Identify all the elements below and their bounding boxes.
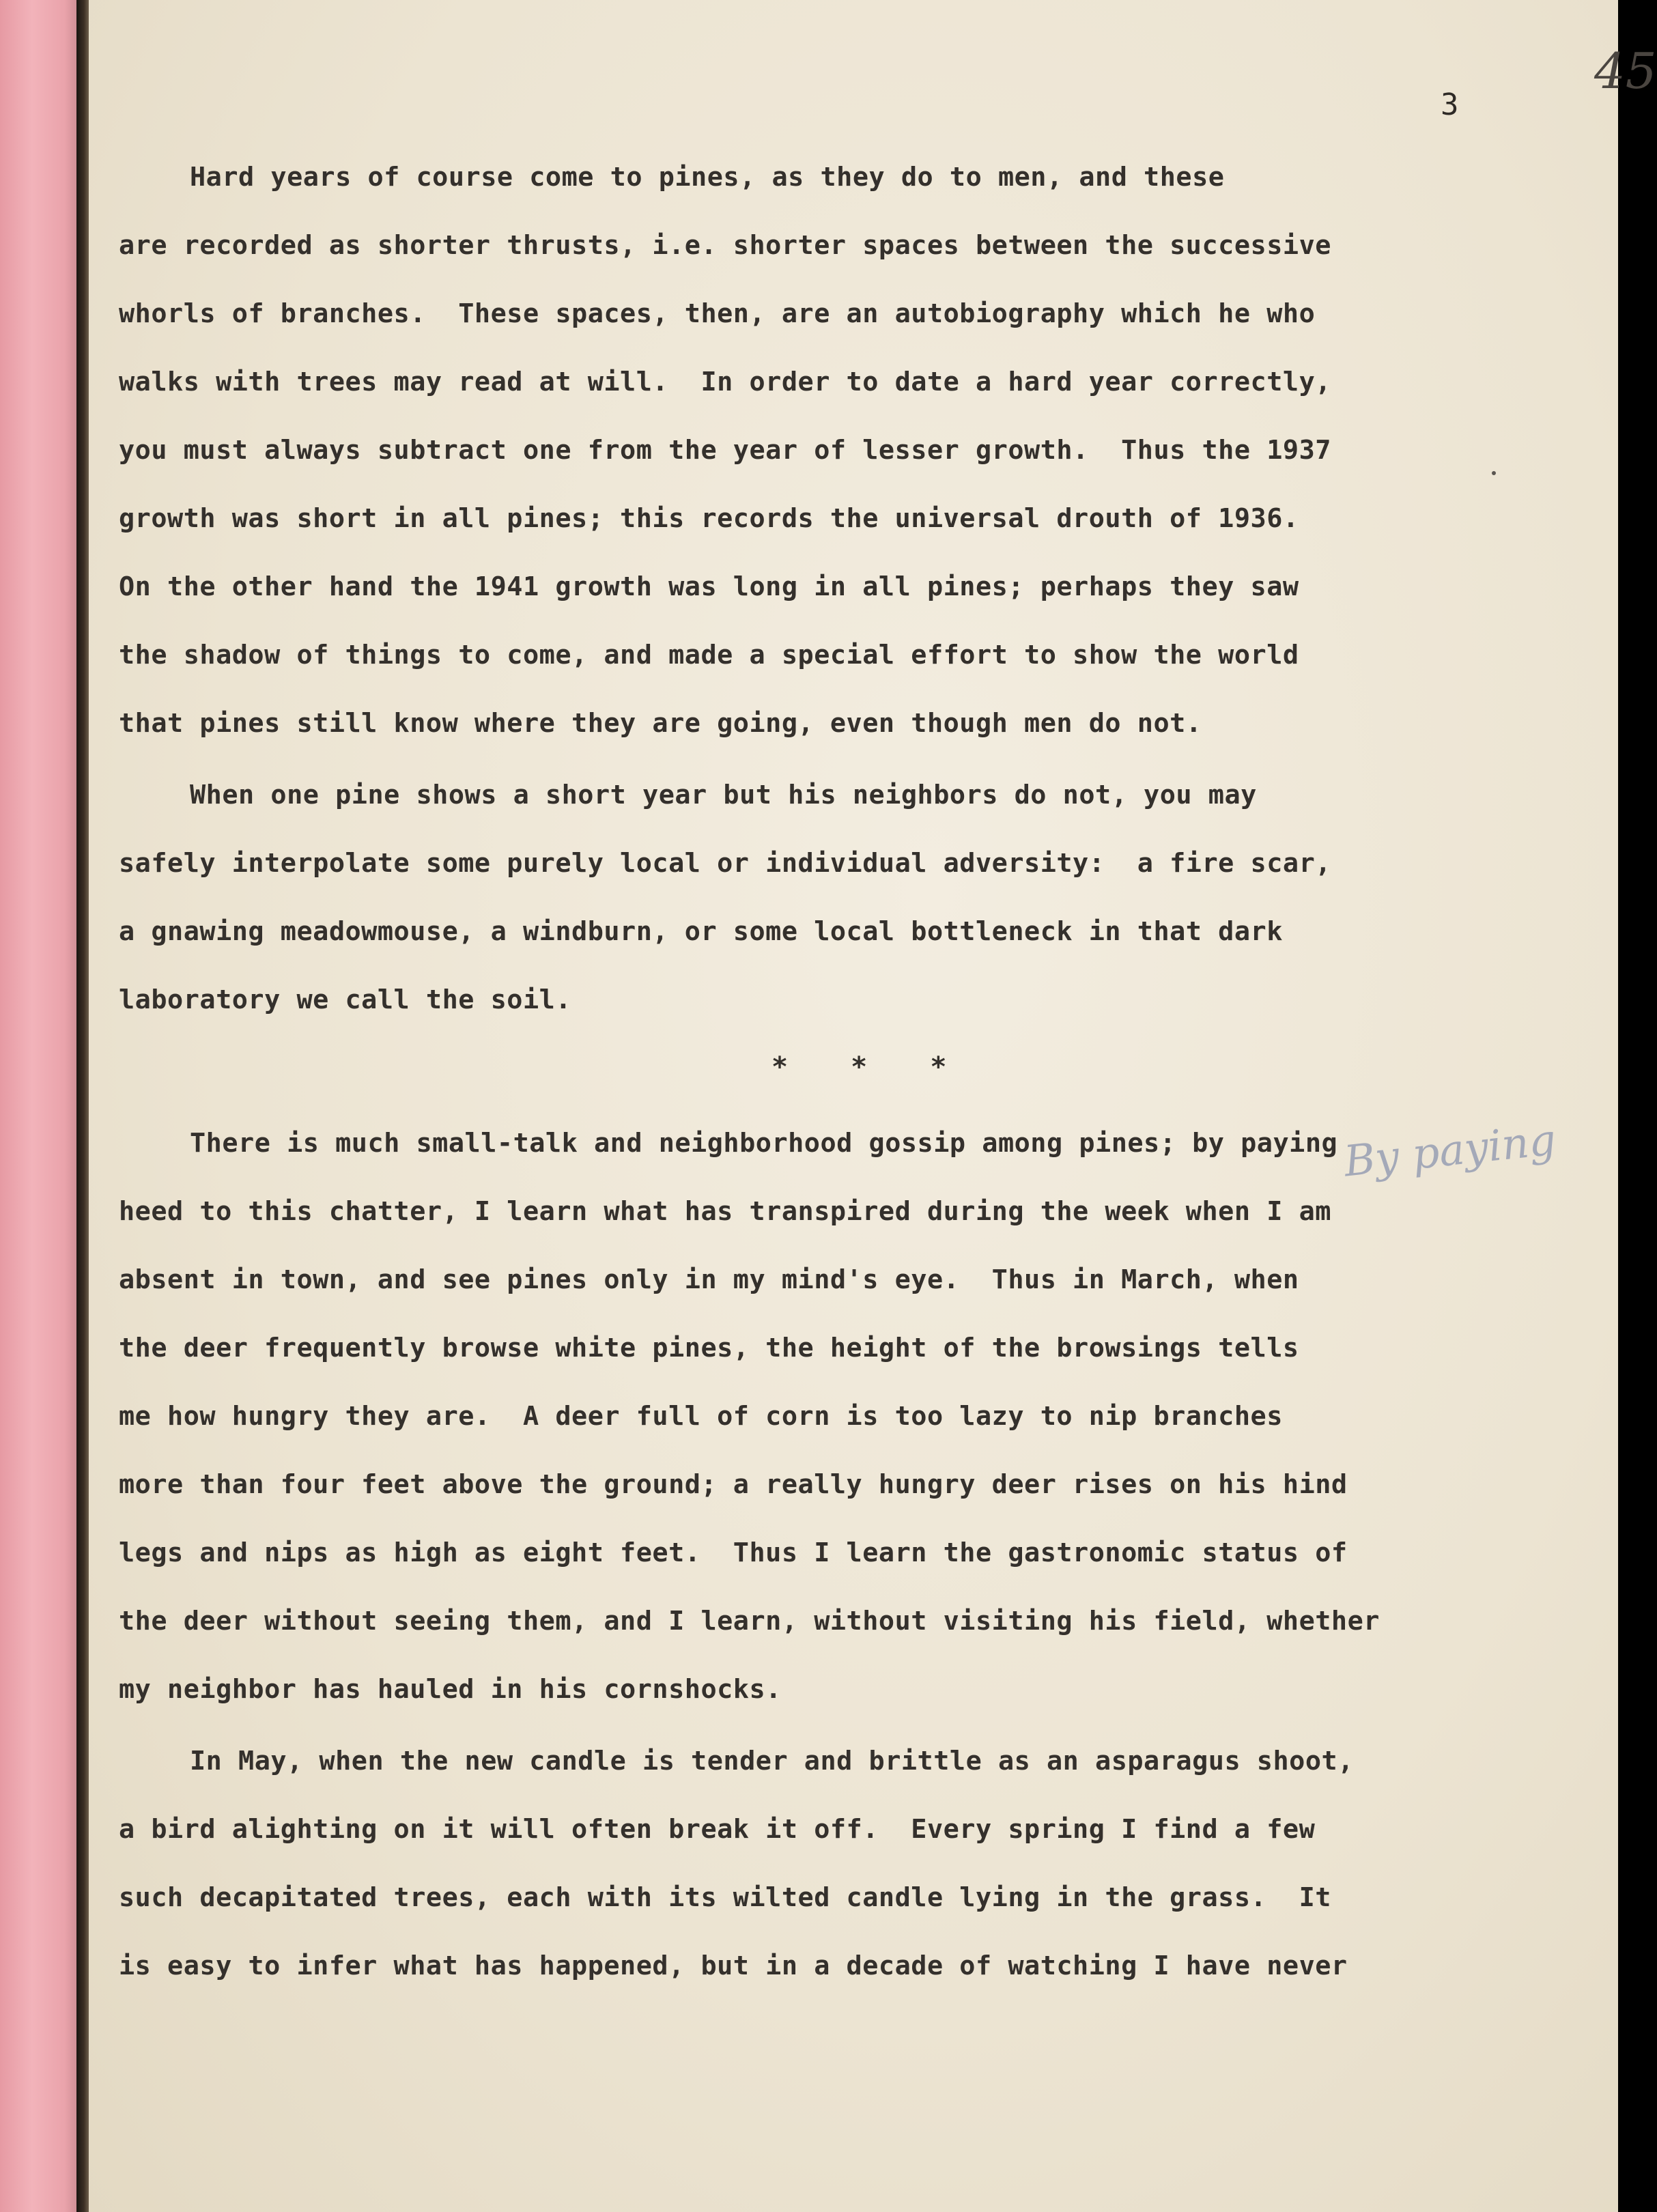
text-line: growth was short in all pines; this records the universal drouth of 1936.: [119, 503, 1299, 534]
text-line: me how hungry they are. A deer full of corn is too lazy to nip branches: [119, 1401, 1283, 1432]
pencil-mark: [1492, 471, 1496, 475]
text-line: absent in town, and see pines only in my mind's eye. Thus in March, when: [119, 1264, 1299, 1295]
text-line: safely interpolate some purely local or individual adversity: a fire scar,: [119, 848, 1331, 879]
text-line: On the other hand the 1941 growth was long in all pines; perhaps they saw: [119, 571, 1299, 602]
text-line: laboratory we call the soil.: [119, 984, 572, 1015]
text-line: legs and nips as high as eight feet. Thus I learn the gastronomic status of: [119, 1537, 1348, 1568]
text-line: walks with trees may read at will. In order to date a hard year correctly,: [119, 367, 1331, 397]
margin-annotation: By paying: [1342, 1114, 1559, 1187]
text-line: my neighbor has hauled in his cornshocks.: [119, 1674, 782, 1705]
text-line: is easy to infer what has happened, but in a decade of watching I have never: [119, 1951, 1348, 1981]
folio-number: 45: [1594, 42, 1657, 100]
text-line: such decapitated trees, each with its wilted candle lying in the grass. It: [119, 1882, 1331, 1913]
text-line: There is much small-talk and neighborhood gossip among pines; by paying: [190, 1128, 1338, 1159]
text-line: are recorded as shorter thrusts, i.e. shorter spaces between the successive: [119, 230, 1331, 261]
text-line: whorls of branches. These spaces, then, are an autobiography which he who: [119, 298, 1316, 329]
text-line: the deer frequently browse white pines, the height of the browsings tells: [119, 1333, 1299, 1363]
text-line: the shadow of things to come, and made a special effort to show the world: [119, 640, 1299, 670]
text-line: a bird alighting on it will often break it off. Every spring I find a few: [119, 1814, 1316, 1845]
text-line: In May, when the new candle is tender and brittle as an asparagus shoot,: [190, 1746, 1354, 1776]
pink-page-edge: [0, 0, 81, 2212]
text-line: more than four feet above the ground; a really hungry deer rises on his hind: [119, 1469, 1348, 1500]
text-line: you must always subtract one from the year of lesser growth. Thus the 1937: [119, 435, 1331, 466]
section-separator: * * *: [771, 1051, 970, 1083]
text-line: a gnawing meadowmouse, a windburn, or some local bottleneck in that dark: [119, 916, 1283, 947]
text-line: that pines still know where they are going, even though men do not.: [119, 708, 1202, 739]
text-line: heed to this chatter, I learn what has transpired during the week when I am: [119, 1196, 1331, 1227]
page-number: 3: [1441, 87, 1459, 122]
text-line: When one pine shows a short year but his neighbors do not, you may: [190, 780, 1257, 810]
text-line: Hard years of course come to pines, as they do to men, and these: [190, 162, 1225, 193]
text-line: the deer without seeing them, and I learn, without visiting his field, whether: [119, 1606, 1380, 1636]
typescript-page: [89, 0, 1657, 2212]
